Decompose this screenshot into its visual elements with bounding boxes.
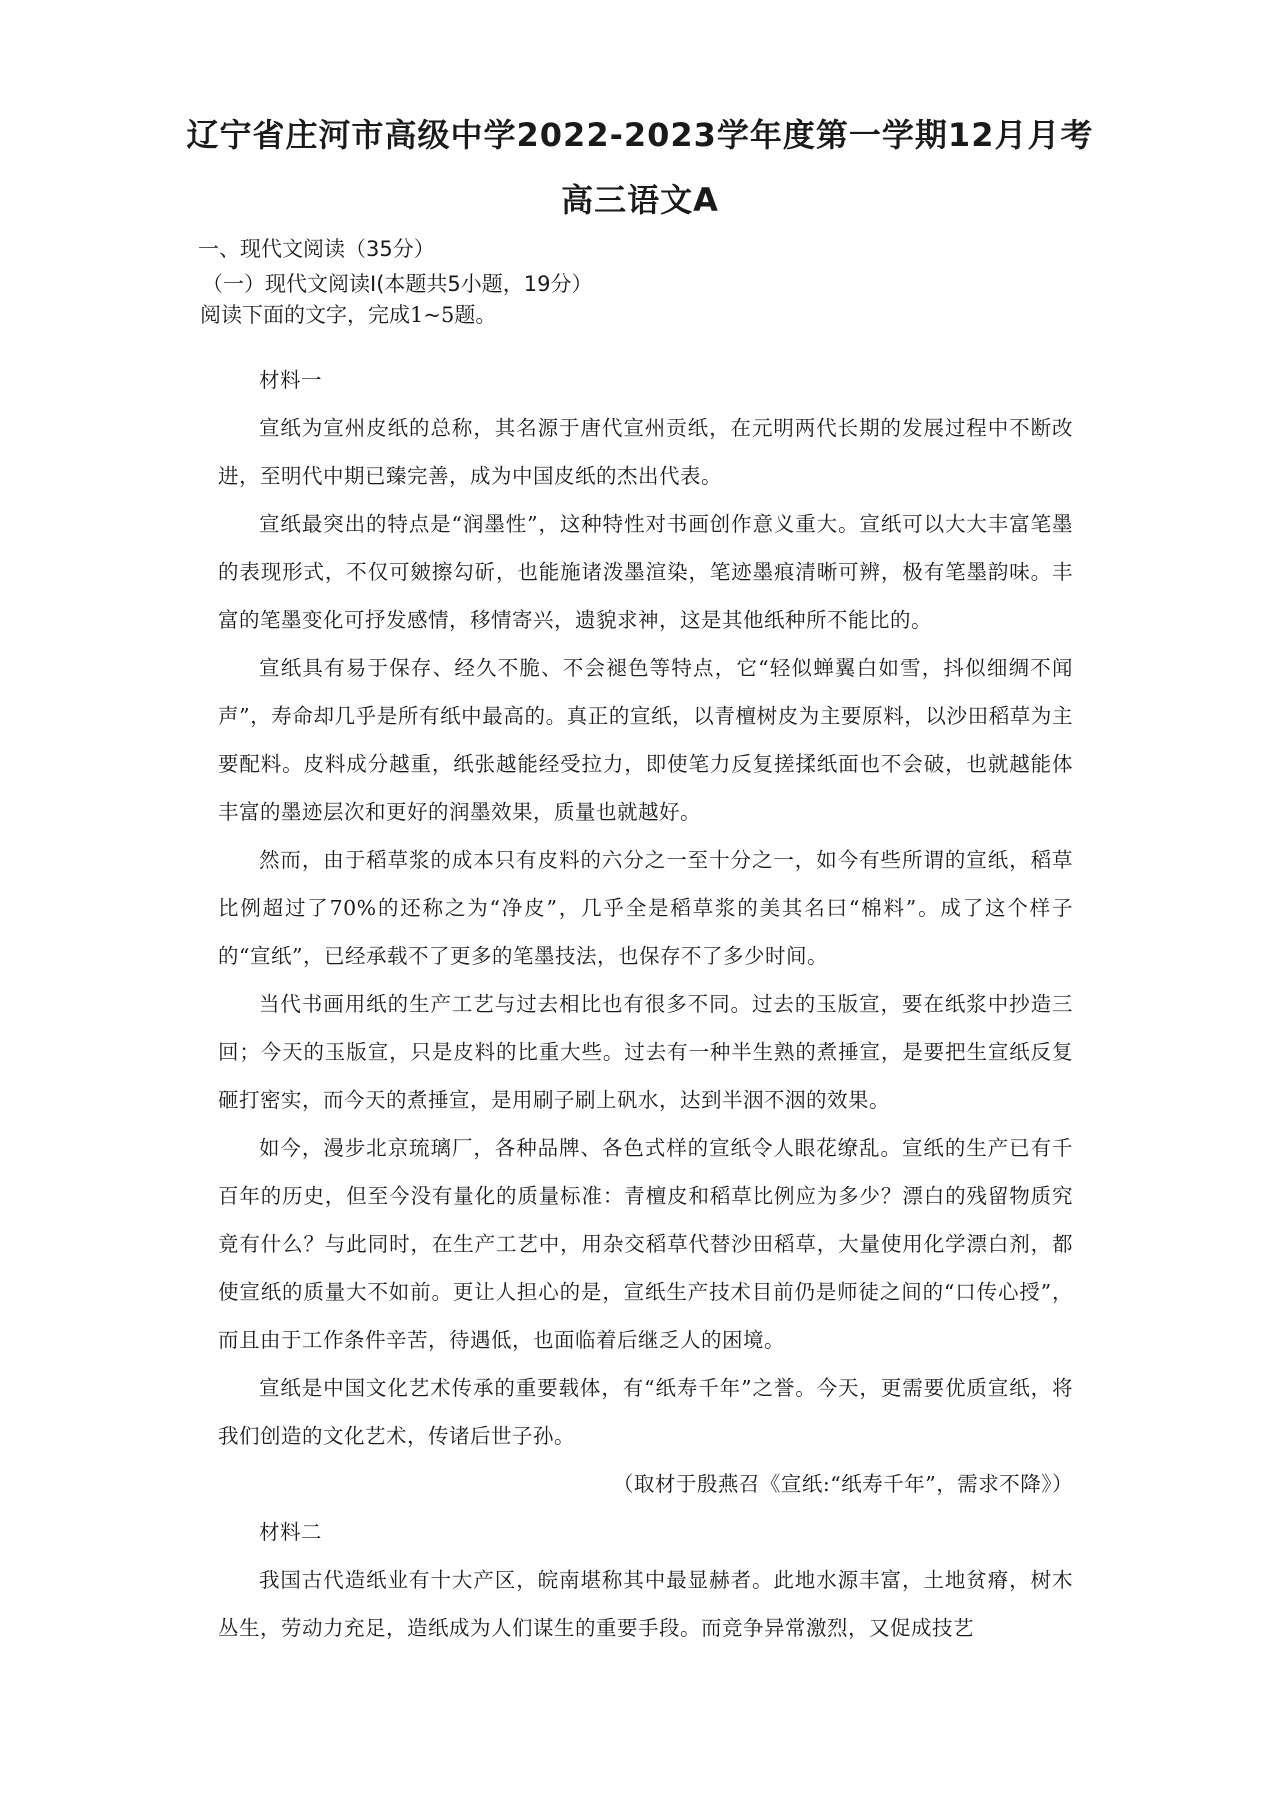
- subsection-heading: （一）现代文阅读Ⅰ(本题共5小题，19分）: [202, 272, 593, 296]
- material-2-paragraph: 我国古代造纸业有十大产区，皖南堪称其中最显赫者。此地水源丰富，土地贫瘠，树木丛生，劳动力充足，造纸成为人们谋生的重要手段。而竞争异常激烈，又促成技艺: [218, 1568, 1073, 1640]
- material-1-paragraph: 宣纸最突出的特点是“润墨性”，这种特性对书画创作意义重大。宣纸可以大大丰富笔墨的表现形式，不仅可皴擦勾斫，也能施诸泼墨渲染，笔迹墨痕清晰可辨，极有笔墨韵味。丰富的笔墨变化可抒发感情，移情寄兴，遗貌求神，这是其他纸种所不能比的。: [218, 512, 1073, 632]
- exam-subtitle: 高三语文A: [561, 181, 719, 219]
- material-1-paragraph: 宣纸具有易于保存、经久不脆、不会褪色等特点，它“轻似蝉翼白如雪，抖似细绸不闻声”，寿命却几乎是所有纸中最高的。真正的宣纸，以青檀树皮为主要原料，以沙田稻草为主要配料。皮料成分越重，纸张越能经受拉力，即使笔力反复搓揉纸面也不会破，也就越能体丰富的墨迹层次和更好的润墨效果，质量也就越好。: [218, 656, 1073, 824]
- material-1-paragraph: 当代书画用纸的生产工艺与过去相比也有很多不同。过去的玉版宣，要在纸浆中抄造三回；今天的玉版宣，只是皮料的比重大些。过去有一种半生熟的煮捶宣，是要把生宣纸反复砸打密实，而今天的煮捶宣，是用刷子刷上矾水，达到半洇不洇的效果。: [218, 992, 1073, 1112]
- material-1-label: 材料一: [259, 368, 322, 392]
- reading-instruction: 阅读下面的文字，完成1~5题。: [200, 303, 497, 327]
- material-1-paragraph: 如今，漫步北京琉璃厂，各种品牌、各色式样的宣纸令人眼花缭乱。宣纸的生产已有千百年的历史，但至今没有量化的质量标准：青檀皮和稻草比例应为多少？漂白的残留物质究竟有什么？与此同时，在生产工艺中，用杂交稻草代替沙田稻草，大量使用化学漂白剂，都使宣纸的质量大不如前。更让人担心的是，宣纸生产技术目前仍是师徒之间的“口传心授”，而且由于工作条件辛苦，待遇低，也面临着后继乏人的困境。: [218, 1136, 1073, 1352]
- material-1-paragraph: 宣纸是中国文化艺术传承的重要载体，有“纸寿千年”之誉。今天，更需要优质宣纸，将我们创造的文化艺术，传诸后世子孙。: [218, 1376, 1073, 1448]
- material-2-label: 材料二: [259, 1520, 322, 1544]
- exam-title: 辽宁省庄河市高级中学2022-2023学年度第一学期12月月考: [186, 116, 1094, 154]
- material-1-paragraph: 宣纸为宣州皮纸的总称，其名源于唐代宣州贡纸，在元明两代长期的发展过程中不断改进，至明代中期已臻完善，成为中国皮纸的杰出代表。: [218, 416, 1073, 488]
- material-1-source: （取材于殷燕召《宣纸:“纸寿千年”，需求不降》）: [612, 1472, 1073, 1496]
- section-heading: 一、现代文阅读（35分）: [198, 237, 435, 261]
- reading-passage: [218, 356, 1073, 1652]
- material-1-paragraph: 然而，由于稻草浆的成本只有皮料的六分之一至十分之一，如今有些所谓的宣纸，稻草比例超过了70%的还称之为“净皮”，几乎全是稻草浆的美其名曰“棉料”。成了这个样子的“宣纸”，已经承载不了更多的笔墨技法，也保存不了多少时间。: [218, 848, 1073, 968]
